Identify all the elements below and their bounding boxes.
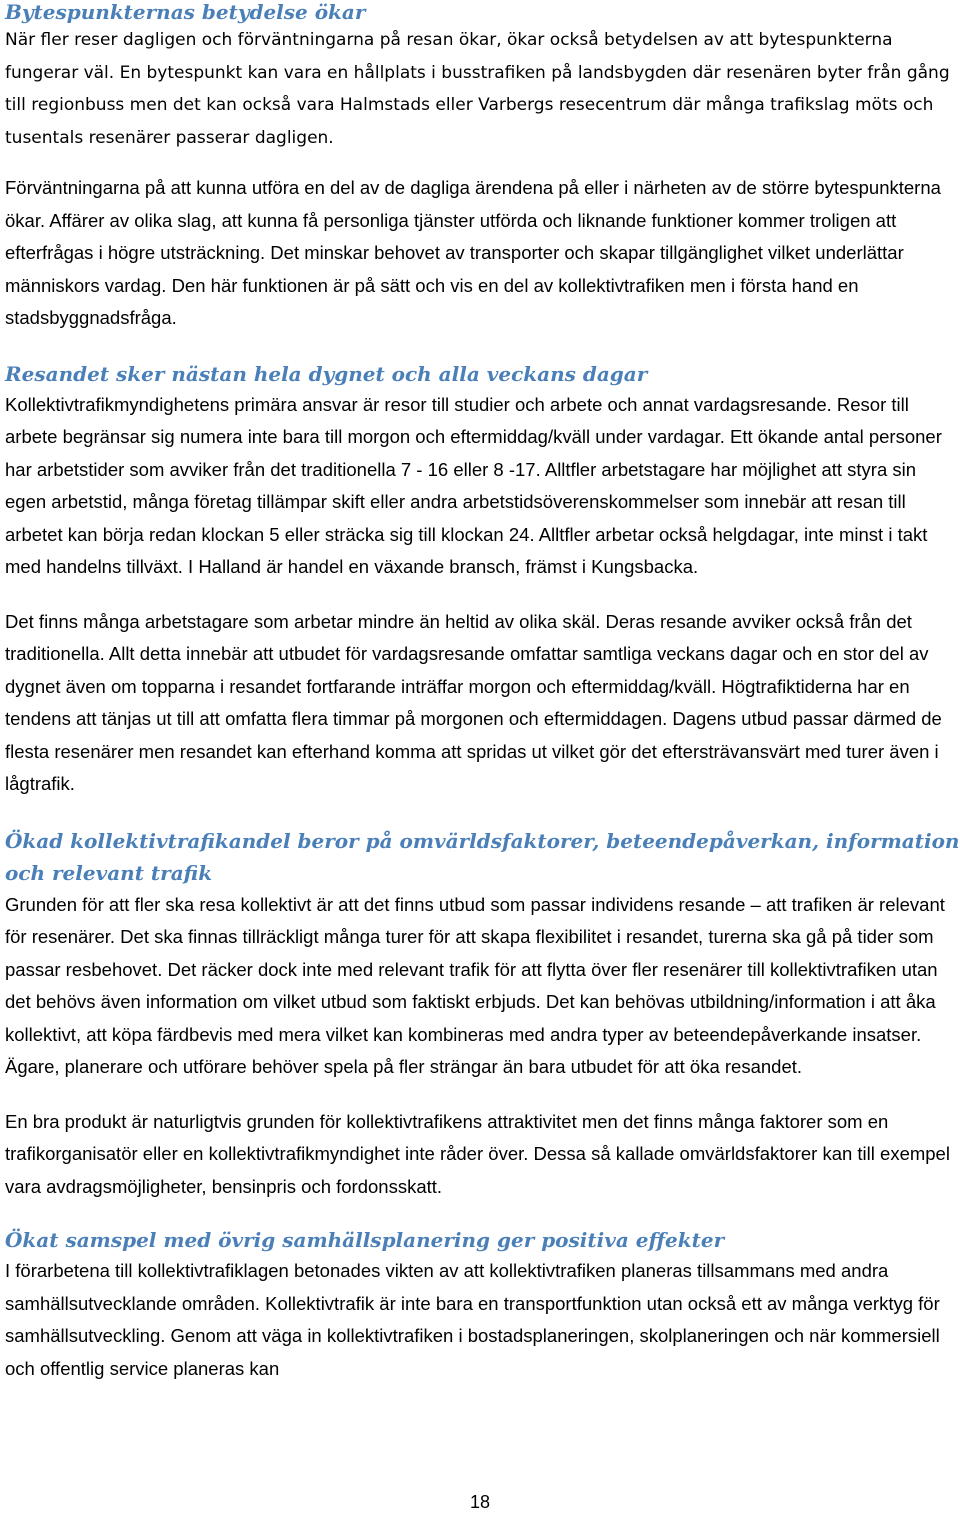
paragraph: Det finns många arbetstagare som arbetar mindre än heltid av olika skäl. Deras resande avviker också från det traditionella. Allt detta innebär att utbudet för vardagsresande omfattar samtliga veckans dagar och en stor del av dygnet även om topparna i resandet fortfarande inträffar morgon och eftermiddag/kväll. Högtrafiktiderna har en tendens att tänjas ut till att omfatta flera timmar på morgonen och eftermiddagen. Dagens utbud passar därmed de flesta resenärer men resandet kan efterhand komma att spridas ut vilket gör det eftersträvansvärt med turer även i lågtrafik. [5,610,942,794]
paragraph: Grunden för att fler ska resa kollektivt är att det finns utbud som passar individens resande – att trafiken är relevant för resenärer. Det ska finnas tillräckligt många turer för att skapa flexibilitet i resandet, turerna ska gå på tider som passar resbehovet. Det räcker dock inte med relevant trafik för att flytta över fler resenärer till kollektivtrafiken utan det behövs även information om vilket utbud som faktiskt erbjuds. Det kan behövas utbildning/information i att åka kollektivt, att köpa färdbevis med mera vilket kan kombineras med andra typer av beteendepåverkande insatser. Ägare, planerare och utförare behöver spela på fler strängar än bara utbudet för att öka resandet. [5,893,945,1077]
section-heading-kollektivtrafikandel: Ökad kollektivtrafikandel beror på omvärldsfaktorer, beteendepåverkan, information och relevant trafik [5,828,960,885]
section-heading-resandet: Resandet sker nästan hela dygnet och alla veckans dagar [5,361,648,386]
paragraph: Kollektivtrafikmyndighetens primära ansvar är resor till studier och arbete och annat vardagsresande. Resor till arbete begränsar sig numera inte bara till morgon och eftermiddag/kväll under vardagar. Ett ökande antal personer har arbetstider som avviker från det traditionella 7 - 16 eller 8 -17. Alltfler arbetstagare har möjlighet att styra sin egen arbetstid, många företag tillämpar skift eller andra arbetstidsöverenskommelser som innebär att resan till arbetet kan börja redan klockan 5 eller sträcka sig till klockan 24. Alltfler arbetar också helgdagar, inte minst i takt med handelns tillväxt. I Halland är handel en växande bransch, främst i Kungsbacka. [5,393,942,577]
section-heading-bytespunkter: Bytespunkternas betydelse ökar [5,0,366,24]
section-heading-samspel: Ökat samspel med övrig samhällsplanering ger positiva effekter [5,1228,725,1252]
paragraph: I förarbetena till kollektivtrafiklagen betonades vikten av att kollektivtrafiken planeras tillsammans med andra samhällsutvecklande områden. Kollektivtrafik är inte bara en transportfunktion utan också ett av många verktyg för samhällsutveckling. Genom att väga in kollektivtrafiken i bostadsplaneringen, skolplaneringen och när kommersiell och offentlig service planeras kan [5,1260,940,1379]
page-number: 18 [469,1492,491,1512]
document-page [5,0,960,1385]
paragraph: Förväntningarna på att kunna utföra en del av de dagliga ärendena på eller i närheten av de större bytespunkterna ökar. Affärer av olika slag, att kunna få personliga tjänster utförda och liknande funktioner kommer troligen att efterfrågas i högre utsträckning. Det minskar behovet av transporter och skapar tillgänglighet vilket underlättar människors vardag. Den här funktionen är på sätt och vis en del av kollektivtrafiken men i första hand en stadsbyggnadsfråga. [5,177,941,328]
paragraph: En bra produkt är naturligtvis grunden för kollektivtrafikens attraktivitet men det finns många faktorer som en trafikorganisatör eller en kollektivtrafikmyndighet inte råder över. Dessa så kallade omvärldsfaktorer kan till exempel vara avdragsmöjligheter, bensinpris och fordonsskatt. [5,1110,950,1197]
paragraph: När fler reser dagligen och förväntningarna på resan ökar, ökar också betydelsen av att bytespunkterna fungerar väl. En bytespunkt kan vara en hållplats i busstrafiken på landsbygden där resenären byter från gång till regionbuss men det kan också vara Halmstads eller Varbergs resecentrum där många trafikslag möts och tusentals resenärer passerar dagligen. [5,30,950,148]
